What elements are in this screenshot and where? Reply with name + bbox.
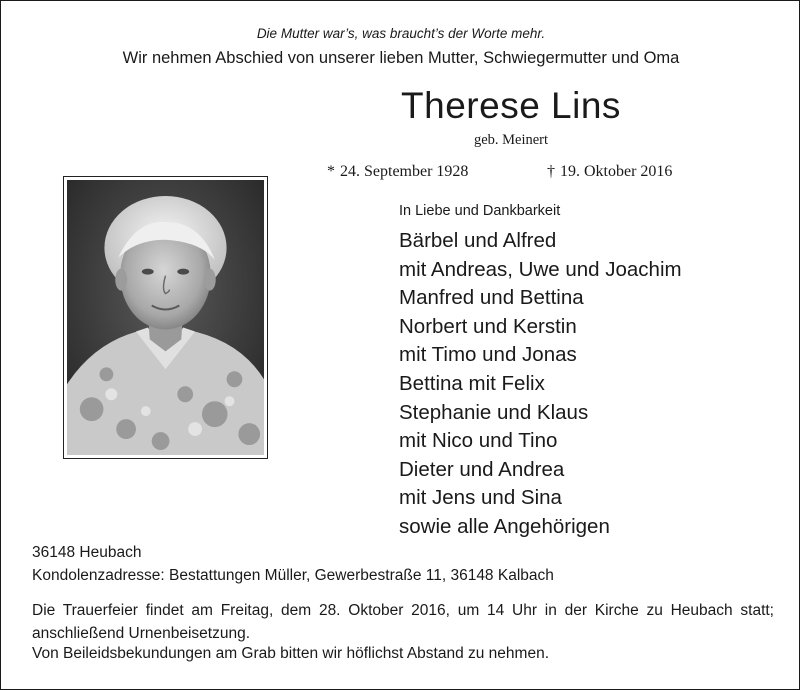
location: 36148 Heubach <box>32 544 142 561</box>
mourner-item: mit Timo und Jonas <box>399 343 577 367</box>
portrait-frame <box>63 176 268 459</box>
mourner-item: mit Jens und Sina <box>399 486 562 510</box>
birth-date-group <box>327 163 468 181</box>
birth-date: 24. September 1928 <box>340 163 469 180</box>
mourner-item: Norbert und Kerstin <box>399 314 577 338</box>
birth-star-icon: * <box>327 163 335 180</box>
portrait-illustration <box>67 180 264 455</box>
mourner-item: mit Andreas, Uwe und Joachim <box>399 257 682 281</box>
ceremony-details: Die Trauerfeier findet am Freitag, dem 28. Oktober 2016, um 14 Uhr in der Kirche zu Heubach statt; anschließend Urnenbeisetzung. <box>32 602 774 642</box>
maiden-name: geb. Meinert <box>473 132 549 148</box>
mourner-item: Manfred und Bettina <box>399 286 584 310</box>
gratitude-line: In Liebe und Dankbarkeit <box>399 203 561 219</box>
motto: Die Mutter war’s, was braucht’s der Worte mehr. <box>256 26 546 41</box>
grave-request: Von Beileidsbekundungen am Grab bitten wir höflichst Abstand zu nehmen. <box>32 645 549 662</box>
intro-text: Wir nehmen Abschied von unserer lieben Mutter, Schwiegermutter und Oma <box>122 49 680 67</box>
condolence-address: Kondolenzadresse: Bestattungen Müller, Gewerbestraße 11, 36148 Kalbach <box>32 567 554 584</box>
mourner-item: Bärbel und Alfred <box>399 229 557 252</box>
mourner-item: Bettina mit Felix <box>399 371 545 395</box>
mourner-item: sowie alle Angehörigen <box>399 514 610 538</box>
mourner-item: Stephanie und Klaus <box>399 400 589 424</box>
death-date-group <box>547 163 672 181</box>
mourner-item: Dieter und Andrea <box>399 457 565 481</box>
deceased-name: Therese Lins <box>401 85 621 126</box>
mourner-item: mit Nico und Tino <box>399 429 558 453</box>
mourners-list <box>399 227 682 542</box>
death-date: 19. Oktober 2016 <box>560 163 673 180</box>
death-cross-icon: † <box>547 163 555 180</box>
portrait-photo-icon <box>67 180 264 455</box>
